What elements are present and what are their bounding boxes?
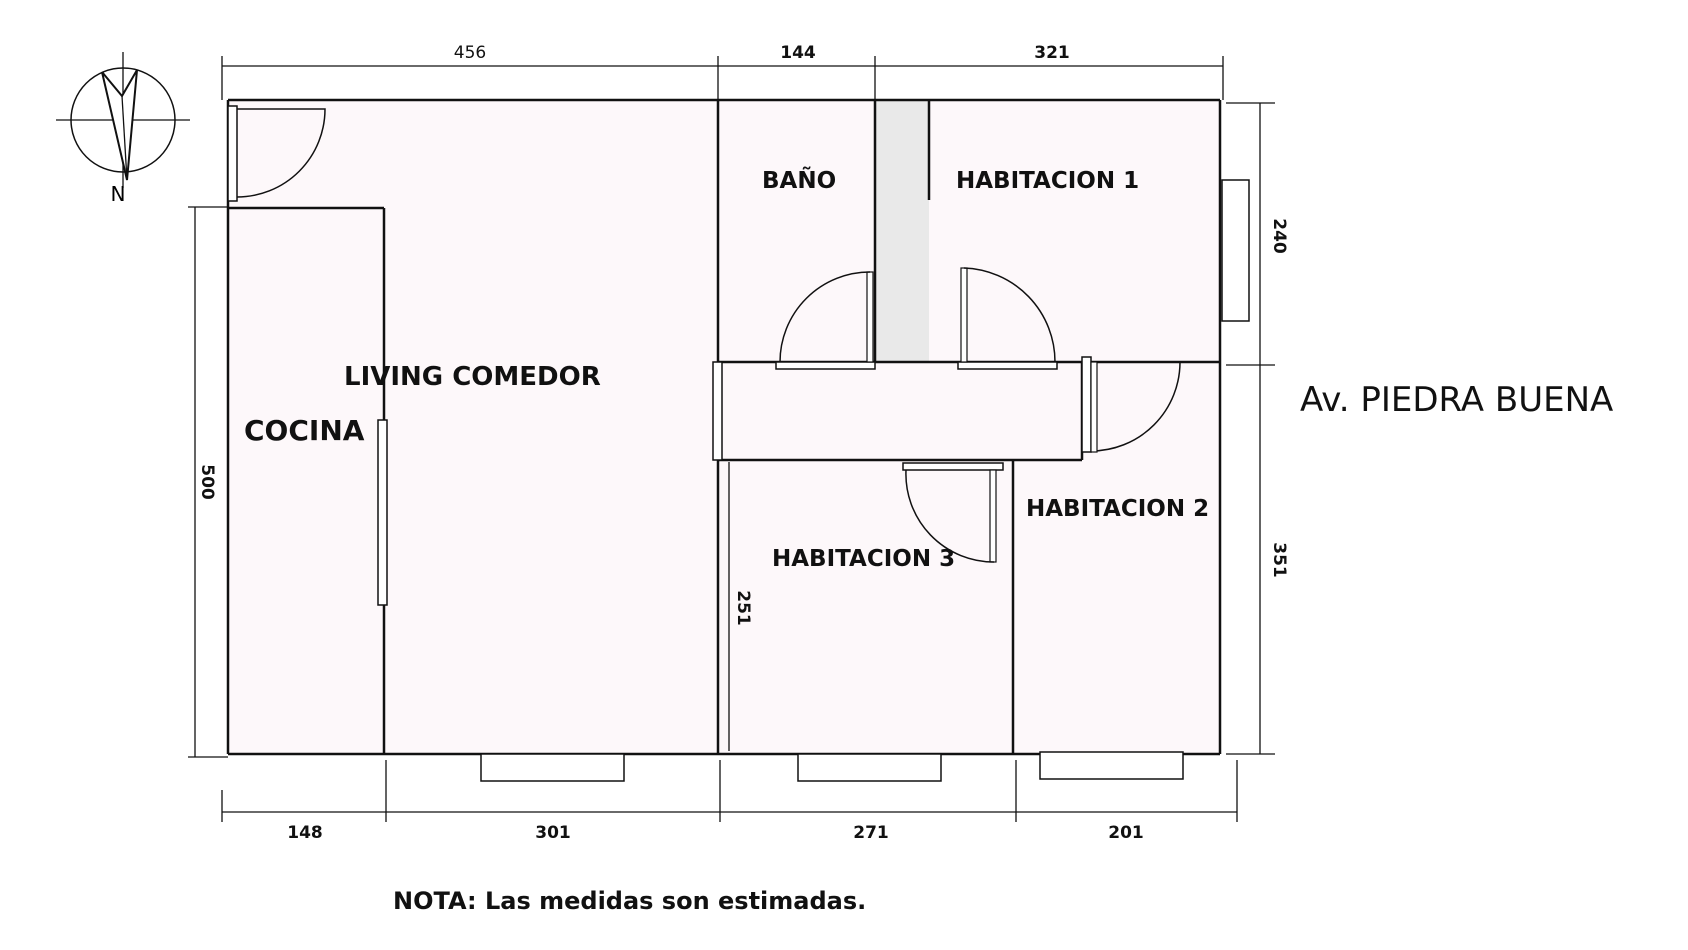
room-label-hab1: HABITACION 1 (956, 168, 1140, 194)
hallway-strip (875, 100, 929, 362)
window-hab3 (798, 754, 941, 781)
note-text: NOTA: Las medidas son estimadas. (393, 887, 867, 915)
dim-top-right: 321 (1034, 43, 1070, 63)
dim-bottom-4: 201 (1108, 823, 1144, 843)
dim-bottom-1: 148 (287, 823, 323, 843)
window-hab2 (1040, 752, 1183, 779)
room-label-hab2: HABITACION 2 (1026, 496, 1210, 522)
room-label-bano: BAÑO (762, 168, 837, 194)
dim-top-left: 456 (453, 43, 487, 63)
window-hab1 (1222, 180, 1249, 321)
dim-left: 500 (197, 464, 217, 500)
street-label: Av. PIEDRA BUENA (1300, 380, 1614, 420)
hall-panel-left (713, 362, 722, 460)
compass-letter: N (110, 181, 126, 205)
dim-right-upper: 240 (1269, 218, 1289, 254)
room-label-living: LIVING COMEDOR (344, 362, 601, 392)
dim-bottom-2: 301 (535, 823, 571, 843)
dim-top-mid: 144 (780, 43, 816, 63)
dim-right-lower: 351 (1269, 542, 1289, 578)
floor-upper-right (718, 100, 1220, 362)
dim-bottom-3: 271 (853, 823, 889, 843)
room-label-hab3: HABITACION 3 (772, 546, 956, 572)
hall-panel-right (1082, 357, 1091, 452)
sliding-door (378, 420, 387, 605)
window-living (481, 754, 624, 781)
room-label-cocina: COCINA (244, 414, 365, 447)
dim-inner: 251 (733, 590, 753, 626)
north-arrow-icon (56, 52, 190, 188)
